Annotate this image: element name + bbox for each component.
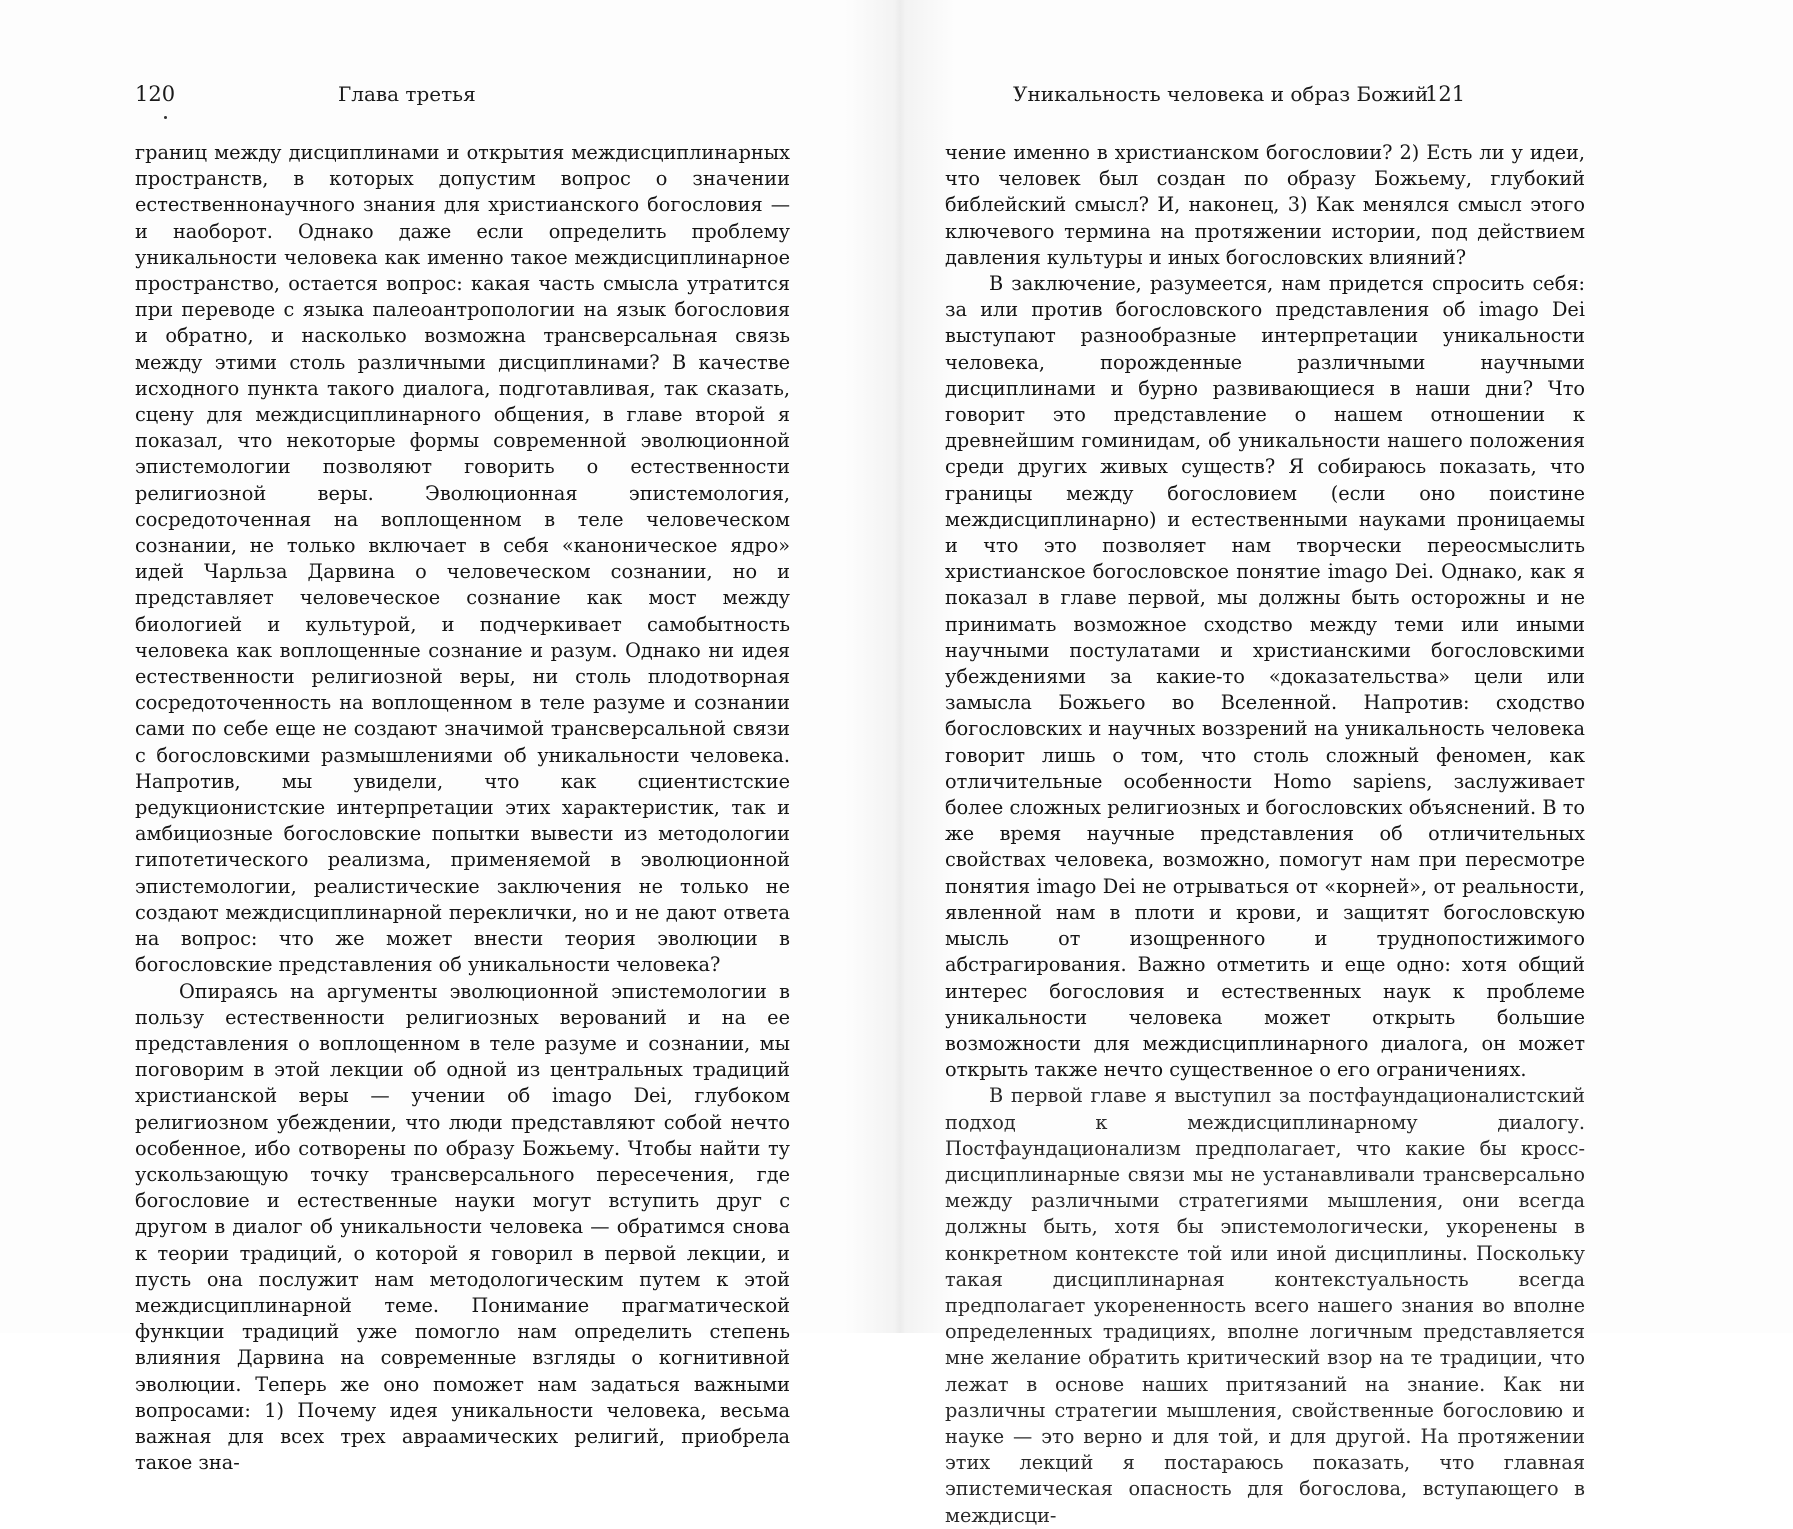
left-page-body xyxy=(135,140,790,1476)
right-page-body xyxy=(945,140,1585,1529)
page-number-right: 121 xyxy=(1425,82,1466,106)
paragraph: В первой главе я выступил за постфаундационалистский подход к междисциплинарному диалогу. Постфаундационализм предполагает, что какие бы кросс-дисциплинарные связи мы не устанавливали трансверсально между различными стратегиями мышления, они всегда должны быть, хотя бы эпистемологически, укоренены в конкретном контексте той или иной дисциплины. Поскольку такая дисциплинарная контекстуальность всегда предполагает укорененность всего нашего знания во вполне определенных традициях, вполне логичным представляется мне желание обратить критический взор на те традиции, что лежат в основе наших притязаний на знание. Как ни различны стратегии мышления, свойственные богословию и науке — это верно и для той, и для другой. На протяжении этих лекций я постараюсь показать, что главная эпистемическая опасность для богослова, вступающего в междисци- xyxy=(945,1084,1585,1527)
paragraph: границ между дисциплинами и открытия междисциплинарных пространств, в которых допустим вопрос о значении естественнонаучного знания для христианского богословия — и наоборот. Однако даже если определить проблему уникальности человека как именно такое междисциплинарное пространство, остается вопрос: какая часть смысла утратится при переводе с языка палеоантропологии на язык богословия и обратно, и насколько возможна трансверсальная связь между этими столь различными дисциплинами? В качестве исходного пункта такого диалога, подготавливая, так сказать, сцену для междисциплинарного общения, в главе второй я показал, что некоторые формы современной эволюционной эпистемологии позволяют говорить о естественности религиозной веры. Эволюционная эпистемология, сосредоточенная на воплощенном в теле человеческом сознании, не только включает в себя «каноническое ядро» идей Чарльза Дарвина о человеческом сознании, но и представляет человеческое сознание как мост между биологией и культурой, и подчеркивает самобытность человека как воплощенные сознание и разум. Однако ни идея естественности религиозной веры, ни столь плодотворная сосредоточенность на воплощенном в теле разуме и сознании сами по себе еще не создают значимой трансверсальной связи с богословскими размышлениями об уникальности человека. Напротив, мы увидели, что как сциентистские редукционистские интерпретации этих характеристик, так и амбициозные богословские попытки вывести из методологии гипотетического реализма, применяемой в эволюционной эпистемологии, реалистические заключения не только не создают междисциплинарной переклички, но и не дают ответа на вопрос: что же может внести теория эволюции в богословские представления об уникальности человека? xyxy=(135,141,790,977)
page-number-left: 120 xyxy=(135,82,176,106)
ink-speck xyxy=(164,116,167,119)
paragraph: В заключение, разумеется, нам придется спросить себя: за или против богословского представления об imago Dei выступают разнообразные интерпретации уникальности человека, порожденные различными научными дисциплинами и бурно развивающиеся в наши дни? Что говорит это представление о нашем отношении к древнейшим гоминидам, об уникальности нашего положения среди других живых существ? Я собираюсь показать, что границы между богословием (если оно поистине междисциплинарно) и естественными науками проницаемы и что это позволяет нам творчески переосмыслить христианское богословское понятие imago Dei. Однако, как я показал в главе первой, мы должны быть осторожны и не принимать возможное сходство между теми или иными научными постулатами и христианскими богословскими убеждениями за какие-то «доказательства» цели или замысла Божьего во Вселенной. Напротив: сходство богословских и научных воззрений на уникальность человека говорит лишь о том, что столь сложный феномен, как отличительные особенности Homo sapiens, заслуживает более сложных религиозных и богословских объяснений. В то же время научные представления об отличительных свойствах человека, возможно, помогут нам при пересмотре понятия imago Dei не отрываться от «корней», от реальности, явленной нам в плоти и крови, и защитят богословскую мысль от изощренного и труднопостижимого абстрагирования. Важно отметить и еще одно: хотя общий интерес богословия и естественных наук к проблеме уникальности человека может открыть большие возможности для междисциплинарного диалога, он может открыть также нечто существенное о его ограничениях. xyxy=(945,272,1585,1082)
running-head-left: Глава третья xyxy=(338,82,476,106)
paragraph: чение именно в христианском богословии? 2) Есть ли у идеи, что человек был создан по образу Божьему, глубокий библейский смысл? И, наконец, 3) Как менялся смысл этого ключевого термина на протяжении истории, под действием давления культуры и иных богословских влияний? xyxy=(945,141,1585,269)
book-gutter xyxy=(845,0,955,1333)
paragraph: Опираясь на аргументы эволюционной эпистемологии в пользу естественности религиозных верований и на ее представления о воплощенном в теле разуме и сознании, мы поговорим в этой лекции об одной из центральных традиций христианской веры — учении об imago Dei, глубоком религиозном убеждении, что люди представляют собой нечто особенное, ибо сотворены по образу Божьему. Чтобы найти ту ускользающую точку трансверсального пересечения, где богословие и естественные науки могут вступить друг с другом в диалог об уникальности человека — обратимся снова к теории традиций, о которой я говорил в первой лекции, и пусть она послужит нам методологическим путем к этой междисциплинарной теме. Понимание прагматической функции традиций уже помогло нам определить степень влияния Дарвина на современные взгляды о когнитивной эволюции. Теперь же оно поможет нам задаться важными вопросами: 1) Почему идея уникальности человека, весьма важная для всех трех авраамических религий, приобрела такое зна- xyxy=(135,979,790,1475)
right-page xyxy=(945,0,1793,1527)
running-head-right: Уникальность человека и образ Божий xyxy=(1013,82,1429,106)
left-page xyxy=(0,0,845,1475)
